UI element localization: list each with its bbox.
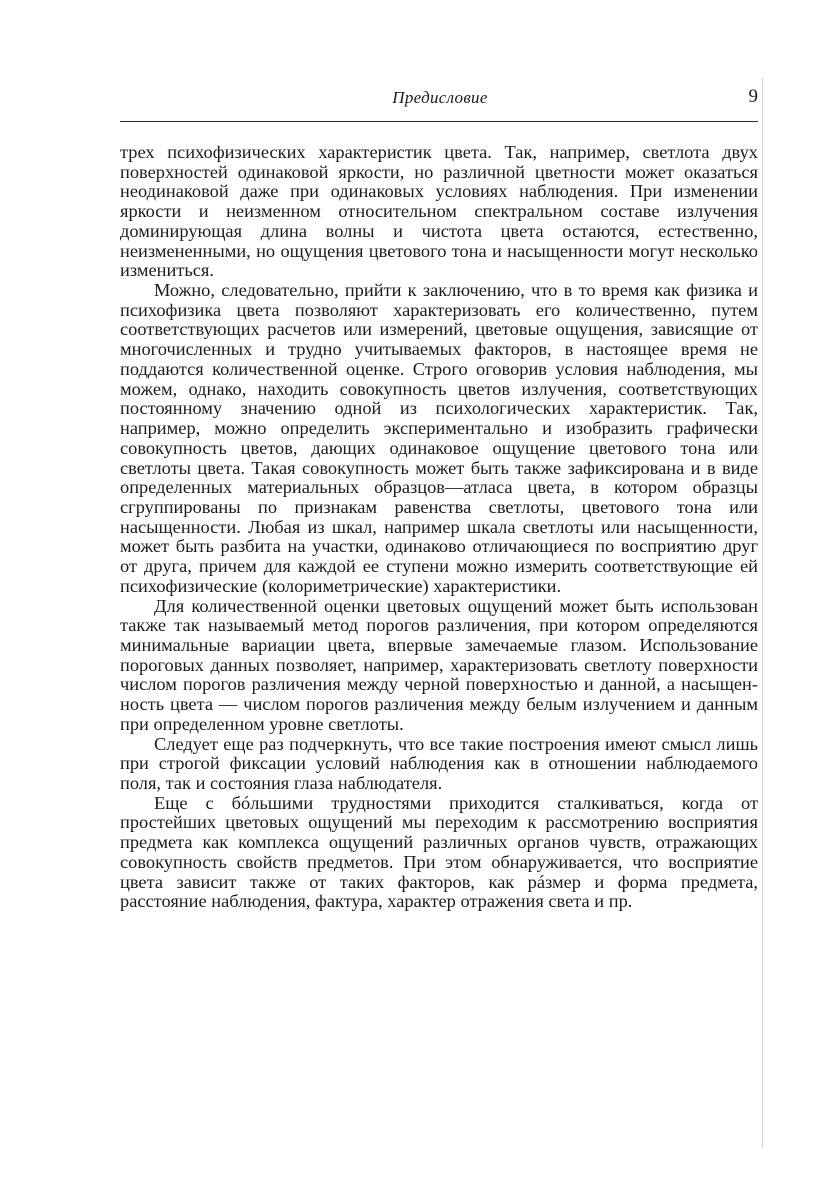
running-title: Предисловие <box>392 88 488 107</box>
paragraph-2: Можно, следовательно, прийти к заключению, что в то время как физика и психофизика цвета позволяют характеризовать его количественно, путем соответствующих расчетов или измерений, цветовые ощущения, зависящие от многочисленных и трудно учитываемых факторов, в настоящее время не поддаются количественной оценке. Строго оговорив условия наблюдения, мы можем, однако, находить совокупность цветов излучения, соответствующих постоянному значению одной из психологических характеристик. Так, например, можно определить экспериментально и изобразить графически совокупность цветов, дающих одинаковое ощущение цветового тона или светлоты цвета. Такая совокупность может быть также зафиксирована и в виде определенных материальных образцов—атласа цвета, в котором образцы сгруппированы по признакам равенства светлоты, цветового тона или насыщенности. Любая из шкал, например шкала светлоты или насыщенности, может быть разбита на участки, одинаково отличающиеся по восприятию друг от друга, причем для каждой ее ступени можно измерить соответствующие ей психофизические (колориметрические) характеристики. <box>120 280 758 596</box>
paragraph-5: Еще с бóльшими трудностями приходится сталкиваться, когда от простейших цветовых ощущений мы переходим к рассмотрению восприятия предмета как комплекса ощущений различных органов чувств, отражающих совокупность свойств предметов. При этом обнаруживается, что восприятие цвета зависит также от таких факторов, как рáзмер и форма предмета, расстояние наблюдения, фактура, характер отражения света и пр. <box>120 792 758 912</box>
body-text <box>120 143 758 912</box>
paragraph-1: трех психофизических характеристик цвета. Так, например, светлота двух поверхностей одинаковой яркости, но различной цветности может оказаться неодинаковой даже при одинаковых условиях наблюдения. При изменении яркости и неизменном относительном спектральном составе излучения доминирующая длина волны и чистота цвета остаются, естественно, неизмененными, но ощущения цветового тона и насыщенности могут несколько измениться. <box>120 142 758 281</box>
paragraph-4: Следует еще раз подчеркнуть, что все такие построения имеют смысл лишь при строгой фиксации условий наблюдения как в отношении наблюдаемого поля, так и состояния глаза наблюдателя. <box>120 733 758 793</box>
page-edge-shadow <box>762 78 763 1148</box>
running-header <box>122 88 758 118</box>
paragraph-3: Для количественной оценки цветовых ощущений может быть использован также так называемый метод порогов различения, при котором определяются минимальные вариации цвета, впервые замечаемые глазом. Использование пороговых данных позволяет, например, характеризовать светлоту поверхности числом порогов различения между черной поверхностью и данной, а насыщенность цвета — числом порогов различения между белым излучением и данным при определенном уровне светлоты. <box>120 595 758 734</box>
header-rule <box>120 121 758 122</box>
page-number: 9 <box>748 86 758 107</box>
